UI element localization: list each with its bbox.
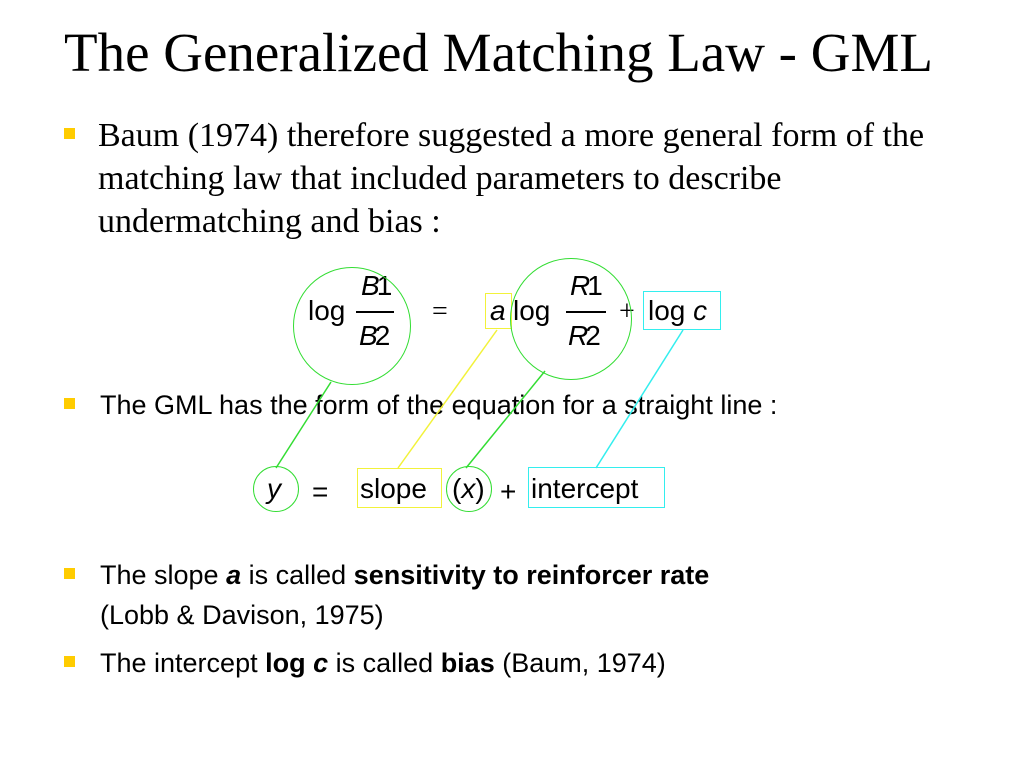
term-log: log: [265, 648, 314, 678]
var-r: R: [568, 320, 589, 351]
text-pre: The slope: [100, 560, 227, 590]
paren-open: (: [452, 473, 462, 504]
sub-1: 1: [376, 270, 393, 301]
bullet-3-citation: (Lobb & Davison, 1975): [100, 600, 384, 630]
var-c: c: [693, 295, 708, 326]
log-text: log: [648, 295, 686, 326]
equation-log-right: log: [513, 295, 551, 326]
equation-log-left: log: [308, 295, 346, 326]
var-b: B: [359, 320, 378, 351]
line-eq-equals: =: [312, 476, 329, 507]
equation-equals: =: [432, 296, 448, 327]
line-eq-slope: slope: [360, 473, 427, 504]
line-eq-y: y: [267, 473, 281, 504]
text-mid: is called: [241, 560, 354, 590]
sub-2: 2: [374, 320, 391, 351]
var-c: c: [313, 648, 329, 678]
bullet-marker: [64, 656, 75, 667]
bullet-3-text: [100, 556, 709, 594]
term-sensitivity: sensitivity to reinforcer rate: [353, 560, 710, 590]
term-bias: bias: [440, 648, 495, 678]
bullet-4-text: [100, 644, 666, 682]
var-x: x: [461, 473, 476, 504]
equation-plus: +: [619, 296, 635, 327]
bullet-marker: [64, 568, 75, 579]
text-pre: The intercept: [100, 648, 266, 678]
bullet-1-text: Baum (1974) therefore suggested a more general form of the matching law that included parameters to describe undermatching and bias :: [98, 117, 925, 240]
line-eq-intercept: intercept: [531, 473, 639, 504]
connector-r-ratio-to-x: [466, 371, 545, 468]
var-b: B: [361, 270, 380, 301]
sub-1: 1: [587, 270, 603, 301]
var-a: a: [226, 560, 242, 590]
connector-b-ratio-to-y: [276, 382, 331, 468]
sub-2: 2: [585, 320, 601, 351]
page-title: The Generalized Matching Law - GML: [64, 22, 933, 83]
var-r: R: [570, 270, 591, 301]
equation-a: a: [490, 295, 506, 326]
bullet-2-text: The GML has the form of the equation for a straight line :: [100, 390, 778, 420]
text-mid: is called: [328, 648, 441, 678]
line-eq-plus: +: [500, 476, 517, 507]
paren-close: ): [475, 473, 485, 504]
connector-log-c-to-intercept: [596, 330, 683, 468]
citation: (Baum, 1974): [494, 648, 666, 678]
